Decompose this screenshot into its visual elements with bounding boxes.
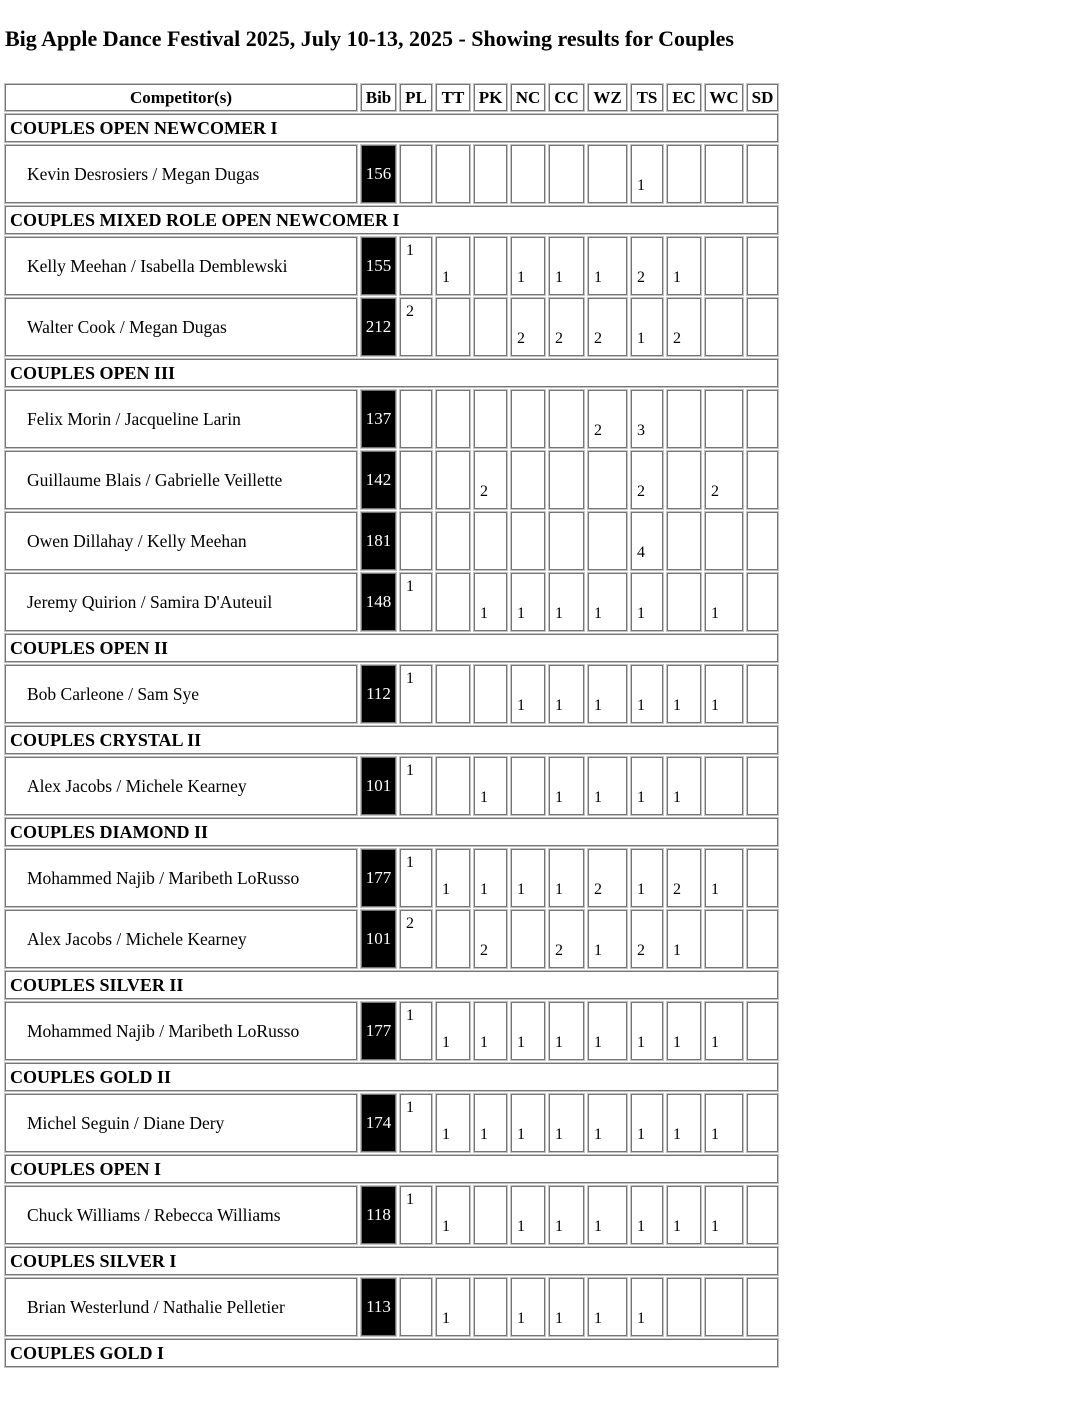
score-cell-wz: 1: [588, 237, 627, 295]
score-cell-cc: 2: [549, 910, 584, 968]
score-cell-cc: 1: [549, 1094, 584, 1152]
placement-cell: 1: [400, 237, 432, 295]
competitor-name-cell: Michel Seguin / Diane Dery: [5, 1094, 357, 1152]
score-cell-pk: 1: [474, 1002, 507, 1060]
table-row: [5, 849, 778, 907]
section-row: [5, 359, 778, 387]
score-cell-tt: 1: [436, 237, 470, 295]
placement-cell: 1: [400, 1094, 432, 1152]
section-row: [5, 1063, 778, 1091]
table-row: [5, 1278, 778, 1336]
score-cell-sd: [747, 1002, 778, 1060]
score-cell-pk: 1: [474, 1094, 507, 1152]
score-cell-ec: 1: [667, 910, 701, 968]
score-cell-nc: 1: [511, 849, 545, 907]
table-row: [5, 145, 778, 203]
score-cell-wz: [588, 451, 627, 509]
competitor-name-cell: Chuck Williams / Rebecca Williams: [5, 1186, 357, 1244]
section-row: [5, 206, 778, 234]
score-cell-nc: 2: [511, 298, 545, 356]
column-header-cc: CC: [549, 84, 584, 111]
section-row: [5, 726, 778, 754]
score-cell-ts: 1: [631, 1002, 663, 1060]
score-cell-nc: 1: [511, 1094, 545, 1152]
header-row: [5, 84, 778, 111]
score-cell-sd: [747, 1186, 778, 1244]
score-cell-ts: 1: [631, 1094, 663, 1152]
score-cell-pk: 2: [474, 910, 507, 968]
score-cell-sd: [747, 1278, 778, 1336]
score-cell-wz: 2: [588, 390, 627, 448]
bib-number-cell: 118: [361, 1186, 396, 1244]
score-cell-ec: 1: [667, 757, 701, 815]
score-cell-sd: [747, 237, 778, 295]
score-cell-ec: 1: [667, 665, 701, 723]
score-cell-wc: [705, 512, 743, 570]
competitor-name-cell: Mohammed Najib / Maribeth LoRusso: [5, 849, 357, 907]
score-cell-pk: [474, 665, 507, 723]
placement-cell: [400, 145, 432, 203]
score-cell-tt: [436, 573, 470, 631]
bib-number-cell: 212: [361, 298, 396, 356]
competitor-name-cell: Bob Carleone / Sam Sye: [5, 665, 357, 723]
placement-cell: [400, 390, 432, 448]
score-cell-cc: 1: [549, 237, 584, 295]
score-cell-tt: [436, 512, 470, 570]
score-cell-ec: [667, 145, 701, 203]
score-cell-ec: 2: [667, 298, 701, 356]
score-cell-wc: [705, 1278, 743, 1336]
section-row: [5, 1155, 778, 1183]
score-cell-wc: [705, 390, 743, 448]
score-cell-wc: 2: [705, 451, 743, 509]
score-cell-cc: [549, 451, 584, 509]
score-cell-pk: [474, 298, 507, 356]
score-cell-pk: 1: [474, 849, 507, 907]
score-cell-cc: 1: [549, 665, 584, 723]
results-table-head: [5, 84, 778, 111]
column-header-tt: TT: [436, 84, 470, 111]
score-cell-wc: [705, 757, 743, 815]
score-cell-nc: 1: [511, 237, 545, 295]
table-row: [5, 1186, 778, 1244]
section-row: [5, 634, 778, 662]
placement-cell: 1: [400, 849, 432, 907]
score-cell-sd: [747, 910, 778, 968]
score-cell-pk: [474, 237, 507, 295]
score-cell-nc: [511, 512, 545, 570]
score-cell-ts: 1: [631, 573, 663, 631]
score-cell-wz: 1: [588, 757, 627, 815]
section-header: COUPLES OPEN I: [5, 1155, 778, 1183]
score-cell-ts: 1: [631, 1186, 663, 1244]
score-cell-ts: 1: [631, 757, 663, 815]
table-row: [5, 665, 778, 723]
score-cell-pk: 1: [474, 573, 507, 631]
section-header: COUPLES SILVER I: [5, 1247, 778, 1275]
score-cell-nc: [511, 910, 545, 968]
score-cell-sd: [747, 451, 778, 509]
bib-number-cell: 113: [361, 1278, 396, 1336]
placement-cell: 1: [400, 573, 432, 631]
score-cell-ec: 2: [667, 849, 701, 907]
score-cell-ts: 1: [631, 849, 663, 907]
section-header: COUPLES OPEN II: [5, 634, 778, 662]
score-cell-pk: 2: [474, 451, 507, 509]
score-cell-wc: [705, 237, 743, 295]
score-cell-sd: [747, 390, 778, 448]
score-cell-cc: [549, 145, 584, 203]
score-cell-wz: 1: [588, 665, 627, 723]
score-cell-ts: 1: [631, 665, 663, 723]
score-cell-ts: 2: [631, 237, 663, 295]
score-cell-sd: [747, 757, 778, 815]
section-row: [5, 1247, 778, 1275]
placement-cell: [400, 512, 432, 570]
score-cell-wc: 1: [705, 1094, 743, 1152]
score-cell-wc: 1: [705, 573, 743, 631]
score-cell-sd: [747, 1094, 778, 1152]
score-cell-tt: 1: [436, 849, 470, 907]
section-header: COUPLES OPEN NEWCOMER I: [5, 114, 778, 142]
placement-cell: 1: [400, 1002, 432, 1060]
score-cell-nc: [511, 451, 545, 509]
score-cell-wz: 1: [588, 1094, 627, 1152]
score-cell-cc: 1: [549, 757, 584, 815]
bib-number-cell: 181: [361, 512, 396, 570]
score-cell-cc: 1: [549, 573, 584, 631]
score-cell-nc: 1: [511, 1278, 545, 1336]
column-header-ec: EC: [667, 84, 701, 111]
score-cell-wz: 2: [588, 298, 627, 356]
column-header-ts: TS: [631, 84, 663, 111]
score-cell-nc: 1: [511, 1186, 545, 1244]
score-cell-ec: [667, 1278, 701, 1336]
bib-number-cell: 142: [361, 451, 396, 509]
section-header: COUPLES OPEN III: [5, 359, 778, 387]
score-cell-wz: 1: [588, 1186, 627, 1244]
bib-number-cell: 177: [361, 849, 396, 907]
score-cell-nc: [511, 390, 545, 448]
score-cell-pk: [474, 512, 507, 570]
score-cell-cc: [549, 390, 584, 448]
competitor-name-cell: Alex Jacobs / Michele Kearney: [5, 910, 357, 968]
score-cell-nc: 1: [511, 1002, 545, 1060]
bib-number-cell: 177: [361, 1002, 396, 1060]
score-cell-wz: 1: [588, 910, 627, 968]
results-table: [1, 81, 782, 1370]
score-cell-tt: [436, 451, 470, 509]
score-cell-sd: [747, 849, 778, 907]
score-cell-nc: [511, 757, 545, 815]
competitor-name-cell: Felix Morin / Jacqueline Larin: [5, 390, 357, 448]
bib-number-cell: 156: [361, 145, 396, 203]
table-row: [5, 910, 778, 968]
score-cell-wz: 1: [588, 1002, 627, 1060]
score-cell-ec: 1: [667, 1002, 701, 1060]
competitor-name-cell: Kevin Desrosiers / Megan Dugas: [5, 145, 357, 203]
section-row: [5, 971, 778, 999]
page-title: Big Apple Dance Festival 2025, July 10-13, 2025 - Showing results for Couples: [5, 26, 734, 51]
score-cell-pk: [474, 390, 507, 448]
table-row: [5, 451, 778, 509]
score-cell-cc: [549, 512, 584, 570]
score-cell-tt: 1: [436, 1186, 470, 1244]
score-cell-ts: 1: [631, 1278, 663, 1336]
score-cell-sd: [747, 145, 778, 203]
score-cell-wz: [588, 512, 627, 570]
column-header-pk: PK: [474, 84, 507, 111]
section-header: COUPLES GOLD II: [5, 1063, 778, 1091]
placement-cell: 1: [400, 757, 432, 815]
competitor-name-cell: Owen Dillahay / Kelly Meehan: [5, 512, 357, 570]
score-cell-wc: [705, 145, 743, 203]
score-cell-ec: 1: [667, 1186, 701, 1244]
placement-cell: 2: [400, 298, 432, 356]
bib-number-cell: 148: [361, 573, 396, 631]
competitor-name-cell: Jeremy Quirion / Samira D'Auteuil: [5, 573, 357, 631]
section-header: COUPLES GOLD I: [5, 1339, 778, 1367]
score-cell-sd: [747, 665, 778, 723]
score-cell-ts: 1: [631, 145, 663, 203]
score-cell-cc: 1: [549, 1278, 584, 1336]
score-cell-tt: 1: [436, 1094, 470, 1152]
table-row: [5, 237, 778, 295]
score-cell-wz: [588, 145, 627, 203]
results-table-body: [5, 114, 778, 1367]
score-cell-tt: 1: [436, 1278, 470, 1336]
bib-number-cell: 137: [361, 390, 396, 448]
score-cell-tt: [436, 757, 470, 815]
score-cell-ec: [667, 451, 701, 509]
score-cell-wc: 1: [705, 1002, 743, 1060]
section-row: [5, 1339, 778, 1367]
table-row: [5, 512, 778, 570]
score-cell-ec: [667, 512, 701, 570]
score-cell-wz: 2: [588, 849, 627, 907]
score-cell-ec: 1: [667, 237, 701, 295]
column-header-nc: NC: [511, 84, 545, 111]
bib-number-cell: 112: [361, 665, 396, 723]
score-cell-pk: [474, 1278, 507, 1336]
score-cell-sd: [747, 512, 778, 570]
placement-cell: 1: [400, 1186, 432, 1244]
column-header-wz: WZ: [588, 84, 627, 111]
table-row: [5, 757, 778, 815]
score-cell-wc: [705, 910, 743, 968]
score-cell-pk: [474, 145, 507, 203]
table-row: [5, 298, 778, 356]
score-cell-wc: 1: [705, 665, 743, 723]
bib-number-cell: 101: [361, 910, 396, 968]
competitor-name-cell: Walter Cook / Megan Dugas: [5, 298, 357, 356]
score-cell-wc: 1: [705, 1186, 743, 1244]
section-header: COUPLES MIXED ROLE OPEN NEWCOMER I: [5, 206, 778, 234]
table-row: [5, 390, 778, 448]
score-cell-ts: 1: [631, 298, 663, 356]
score-cell-ts: 2: [631, 910, 663, 968]
placement-cell: 2: [400, 910, 432, 968]
score-cell-ec: 1: [667, 1094, 701, 1152]
placement-cell: 1: [400, 665, 432, 723]
competitor-name-cell: Brian Westerlund / Nathalie Pelletier: [5, 1278, 357, 1336]
score-cell-cc: 1: [549, 849, 584, 907]
section-header: COUPLES DIAMOND II: [5, 818, 778, 846]
score-cell-tt: [436, 910, 470, 968]
score-cell-sd: [747, 573, 778, 631]
score-cell-nc: 1: [511, 573, 545, 631]
section-header: COUPLES SILVER II: [5, 971, 778, 999]
competitor-name-cell: Kelly Meehan / Isabella Demblewski: [5, 237, 357, 295]
score-cell-wz: 1: [588, 1278, 627, 1336]
bib-number-cell: 101: [361, 757, 396, 815]
competitor-name-cell: Guillaume Blais / Gabrielle Veillette: [5, 451, 357, 509]
competitor-name-cell: Mohammed Najib / Maribeth LoRusso: [5, 1002, 357, 1060]
column-header-wc: WC: [705, 84, 743, 111]
score-cell-cc: 2: [549, 298, 584, 356]
score-cell-pk: [474, 1186, 507, 1244]
placement-cell: [400, 1278, 432, 1336]
score-cell-ec: [667, 390, 701, 448]
placement-cell: [400, 451, 432, 509]
bib-number-cell: 174: [361, 1094, 396, 1152]
score-cell-nc: 1: [511, 665, 545, 723]
score-cell-cc: 1: [549, 1002, 584, 1060]
score-cell-cc: 1: [549, 1186, 584, 1244]
score-cell-wc: [705, 298, 743, 356]
score-cell-sd: [747, 298, 778, 356]
score-cell-tt: [436, 298, 470, 356]
score-cell-tt: [436, 145, 470, 203]
section-row: [5, 114, 778, 142]
column-header-competitor-s-: Competitor(s): [5, 84, 357, 111]
score-cell-ts: 3: [631, 390, 663, 448]
score-cell-tt: [436, 390, 470, 448]
score-cell-tt: 1: [436, 1002, 470, 1060]
column-header-sd: SD: [747, 84, 778, 111]
competitor-name-cell: Alex Jacobs / Michele Kearney: [5, 757, 357, 815]
score-cell-pk: 1: [474, 757, 507, 815]
column-header-pl: PL: [400, 84, 432, 111]
score-cell-ec: [667, 573, 701, 631]
score-cell-nc: [511, 145, 545, 203]
section-row: [5, 818, 778, 846]
score-cell-ts: 2: [631, 451, 663, 509]
bib-number-cell: 155: [361, 237, 396, 295]
score-cell-wc: 1: [705, 849, 743, 907]
score-cell-tt: [436, 665, 470, 723]
score-cell-ts: 4: [631, 512, 663, 570]
table-row: [5, 573, 778, 631]
score-cell-wz: 1: [588, 573, 627, 631]
column-header-bib: Bib: [361, 84, 396, 111]
table-row: [5, 1002, 778, 1060]
section-header: COUPLES CRYSTAL II: [5, 726, 778, 754]
table-row: [5, 1094, 778, 1152]
